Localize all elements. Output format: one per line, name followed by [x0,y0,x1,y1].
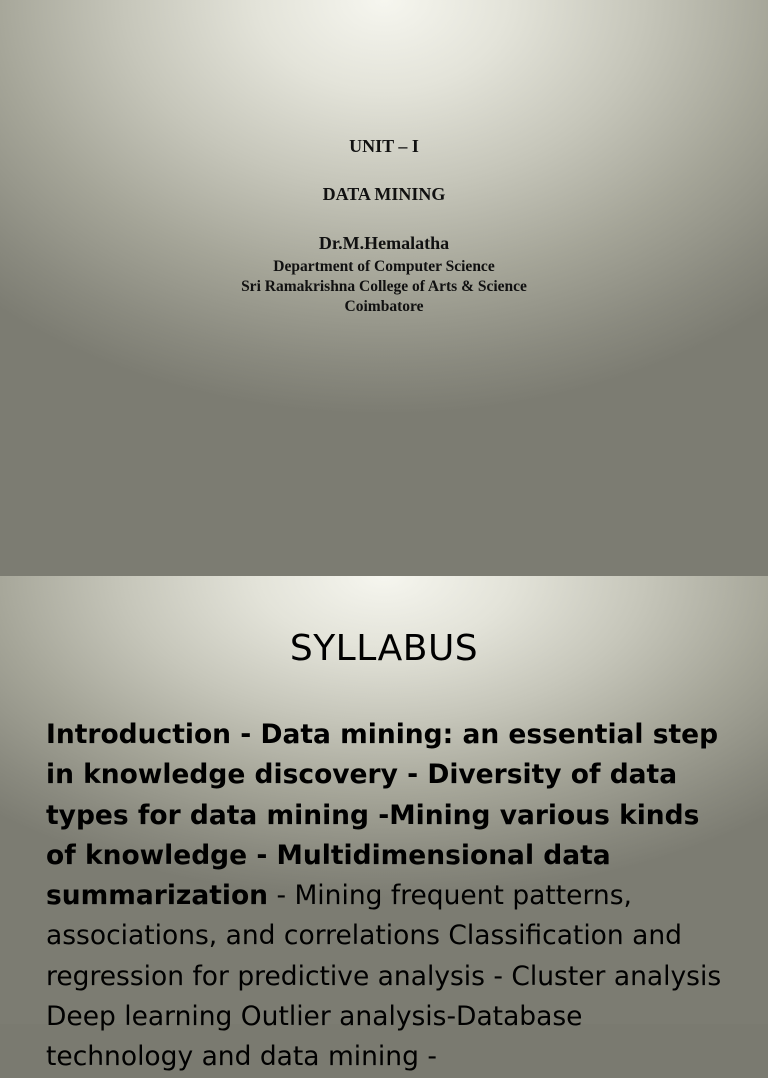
syllabus-heading: SYLLABUS [289,628,479,669]
syllabus-text [46,715,736,1078]
author-name: Dr.M.Hemalatha [318,233,450,253]
syllabus-regular-topics: - Mining frequent patterns, associations, and correlations Classification and regression for predictive analysis - Cluster analysis Deep learning Outlier analysis-Database technology and data mining - [46,880,722,1073]
syllabus-slide [0,576,768,1073]
syllabus-bold-topics: Introduction - Data mining: an essential step in knowledge discovery - Diversity of data types for data mining -Mining various kinds of knowledge - Multidimensional data summarization [46,719,719,912]
city-name: Coimbatore [344,298,424,315]
unit-label: UNIT – I [349,136,419,156]
subject-title: DATA MINING [322,184,446,204]
college-name: Sri Ramakrishna College of Arts & Science [241,278,527,295]
department-name: Department of Computer Science [273,258,495,275]
affiliation-block [0,257,768,317]
